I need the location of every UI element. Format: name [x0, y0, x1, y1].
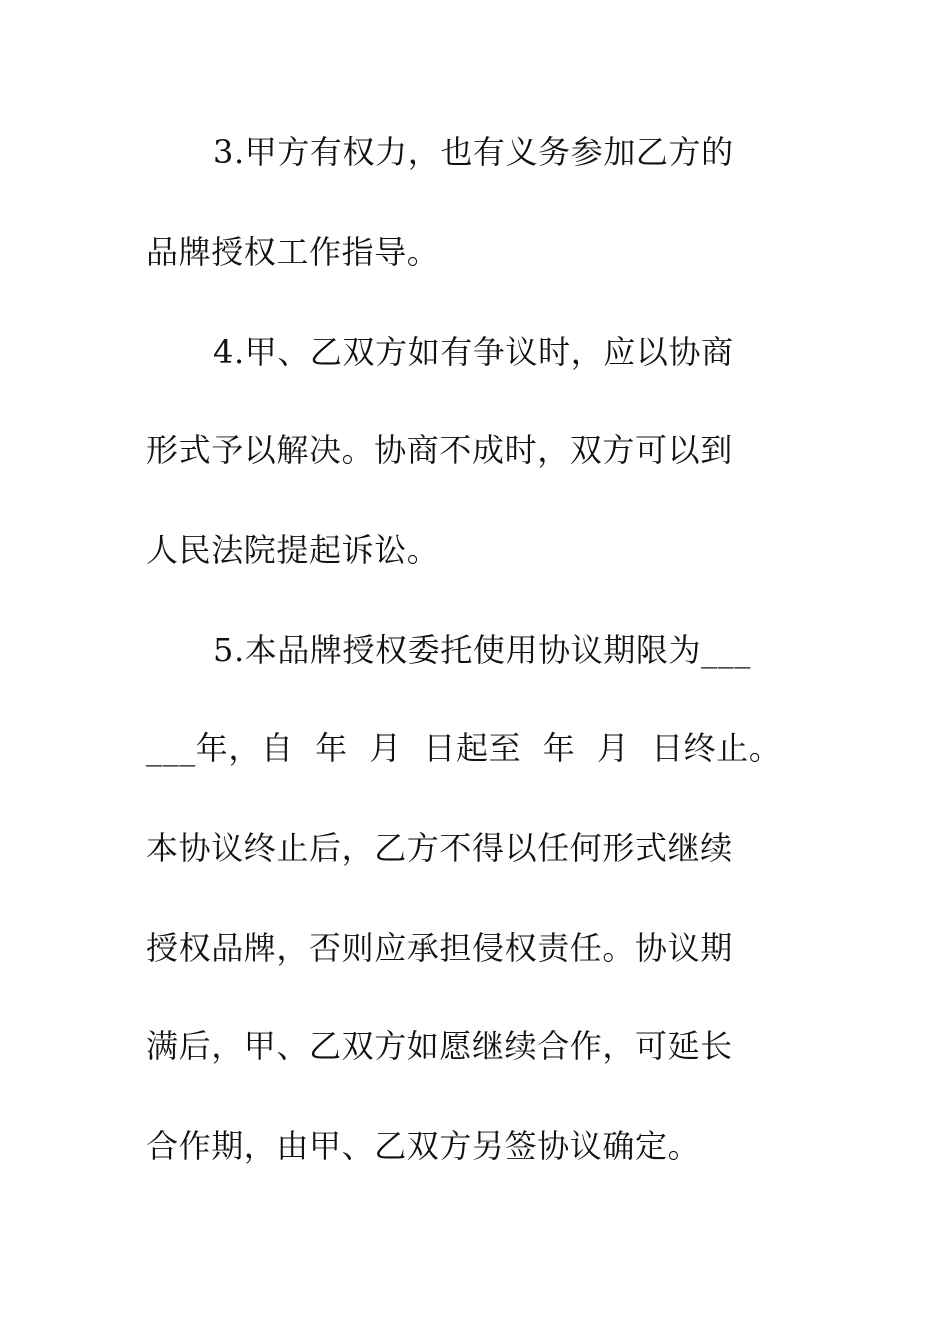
text-line-6: 5.本品牌授权委托使用协议期限为___ [213, 631, 751, 669]
text-line-2: 品牌授权工作指导。 [146, 233, 440, 271]
text-line-8: 本协议终止后，乙方不得以任何形式继续 [146, 829, 733, 867]
text-line-3: 4.甲、乙双方如有争议时，应以协商 [213, 333, 734, 371]
text-line-1: 3.甲方有权力，也有义务参加乙方的 [213, 133, 734, 171]
text-line-4: 形式予以解决。协商不成时，双方可以到 [146, 431, 733, 469]
text-line-11: 合作期，由甲、乙双方另签协议确定。 [146, 1127, 701, 1165]
text-line-5: 人民法院提起诉讼。 [146, 531, 440, 569]
text-line-9: 授权品牌，否则应承担侵权责任。协议期 [146, 929, 733, 967]
text-line-7: ___年，自 年 月 日起至 年 月 日终止。 [146, 729, 782, 767]
text-line-10: 满后，甲、乙双方如愿继续合作，可延长 [146, 1027, 733, 1065]
